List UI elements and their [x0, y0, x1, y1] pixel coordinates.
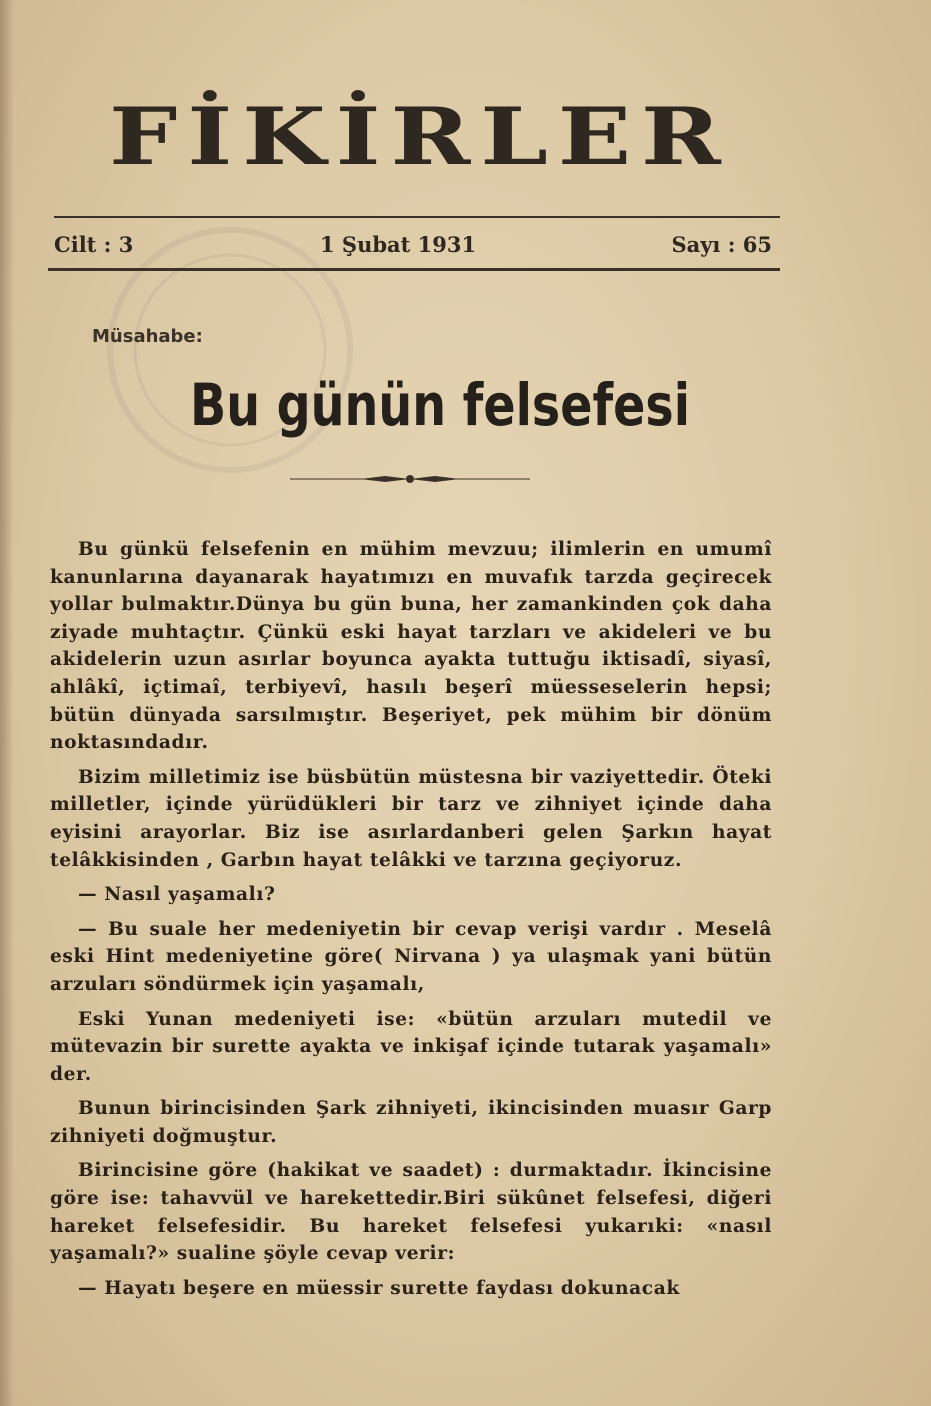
paragraph: — Bu suale her medeniyetin bir cevap verişi vardır . Meselâ eski Hint medeniyetine göre( Nirvana ) ya ulaşmak yani bütün arzuları söndürmek için yaşamalı, — [50, 918, 772, 995]
issue-number: Sayı : 65 — [671, 232, 772, 257]
article-title: Bu günün felsefesi — [189, 371, 691, 439]
article-body — [50, 536, 772, 1309]
top-rule — [54, 216, 780, 218]
page-fold-shadow — [0, 0, 14, 1406]
paragraph: — Nasıl yaşamalı? — [78, 884, 276, 906]
issue-info-row — [50, 228, 778, 262]
ornament-divider — [290, 472, 530, 486]
paragraph: Bunun birincisinden Şark zihniyeti, ikincisinden muasır Garp zihniyeti doğmuştur. — [50, 1098, 772, 1147]
masthead — [60, 72, 780, 202]
volume-label: Cilt : 3 — [54, 232, 134, 257]
issue-date: 1 Şubat 1931 — [320, 232, 477, 257]
section-label: Müsahabe: — [92, 326, 203, 347]
masthead-title: FİKİRLER — [109, 90, 731, 183]
paragraph: Bizim milletimiz ise büsbütün müstesna bir vaziyettedir. Öteki milletler, içinde yürüdükleri bir tarz ve zihniyet içinde daha eyisini arayorlar. Biz ise asırlardanberi gelen Şarkın hayat telâkkisinden , Garbın hayat telâkki ve tarzına geçiyoruz. — [50, 766, 772, 871]
paragraph: Birincisine göre (hakikat ve saadet) : durmaktadır. İkincisine göre ise: tahavvül ve harekettedir.Biri sükûnet felsefesi, diğeri hareket felsefesidir. Bu hareket felsefesi yukarıki: «nasıl yaşamalı?» sualine şöyle cevap verir: — [50, 1160, 772, 1265]
paragraph: Eski Yunan medeniyeti ise: «bütün arzuları mutedil ve mütevazin bir surette ayakta ve inkişaf içinde tutarak yaşamalı» der. — [50, 1008, 772, 1085]
bottom-rule — [48, 268, 780, 271]
paragraph: — Hayatı beşere en müessir surette faydası dokunacak — [78, 1277, 680, 1299]
paragraph: Bu günkü felsefenin en mühim mevzuu; ilimlerin en umumî kanunlarına dayanarak hayatımızı en muvafık tarzda geçirecek yollar bulmaktır.Dünya bu gün buna, her zamankinden çok daha ziyade muhtaçtır. Çünkü eski hayat tarzları ve akideleri ve bu akidelerin uzun asırlar boyunca ayakta tuttuğu iktisadî, siyasî, ahlâkî, içtimaî, terbiyevî, hasılı beşerî müesseselerin hepsi; bütün dünyada sarsılmıştır. Beşeriyet, pek mühim bir dönüm noktasındadır. — [50, 539, 772, 754]
